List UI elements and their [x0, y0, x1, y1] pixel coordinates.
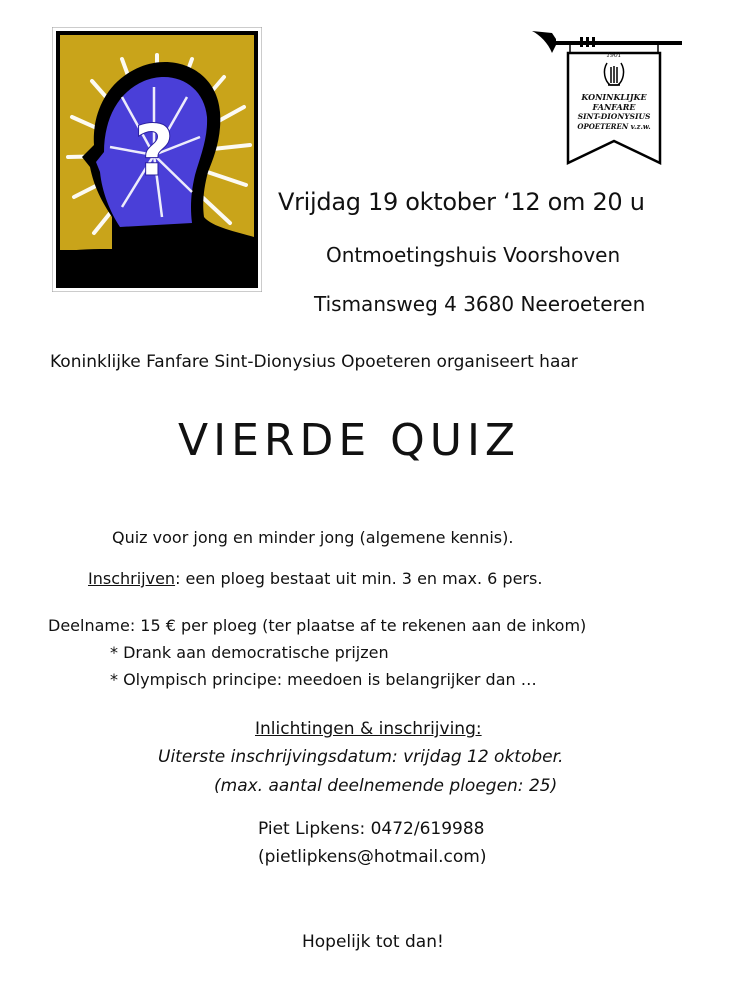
logo-line4: OPOETEREN v.z.w. [577, 122, 651, 131]
contact-email: (pietlipkens@hotmail.com) [258, 847, 487, 867]
svg-text:?: ? [133, 110, 175, 192]
registration-text: : een ploeg bestaat uit min. 3 en max. 6 pers. [175, 569, 543, 588]
audience-text: Quiz voor jong en minder jong (algemene kennis). [112, 528, 514, 547]
fee-text: Deelname: 15 € per ploeg (ter plaatse af te rekenen aan de inkom) [48, 616, 587, 635]
info-max-teams: (max. aantal deelnemende ploegen: 25) [214, 776, 558, 796]
event-date: Vrijdag 19 oktober ‘12 om 20 u [278, 188, 645, 216]
logo-line2: FANFARE [592, 102, 636, 112]
logo-year: 1901 [606, 52, 622, 59]
main-title: VIERDE QUIZ [178, 415, 521, 466]
event-address: Tismansweg 4 3680 Neeroeteren [314, 292, 646, 316]
quiz-head-logo [52, 27, 262, 292]
registration-label: Inschrijven [88, 569, 176, 588]
logo-line3: SINT-DIONYSIUS [577, 112, 651, 121]
registration-line [88, 569, 542, 588]
logo-line1: KONINKLIJKE [581, 92, 647, 102]
event-venue: Ontmoetingshuis Voorshoven [326, 243, 621, 267]
contact-phone: Piet Lipkens: 0472/619988 [258, 819, 485, 839]
closing-text: Hopelijk tot dan! [302, 932, 444, 952]
info-deadline: Uiterste inschrijvingsdatum: vrijdag 12 oktober. [158, 747, 564, 767]
drinks-bullet: * Drank aan democratische prijzen [110, 643, 389, 662]
intro-text: Koninklijke Fanfare Sint-Dionysius Opoeteren organiseert haar [50, 352, 578, 372]
info-heading: Inlichtingen & inschrijving: [255, 719, 482, 739]
fanfare-logo [530, 25, 685, 165]
olympic-bullet: * Olympisch principe: meedoen is belangrijker dan … [110, 670, 537, 689]
